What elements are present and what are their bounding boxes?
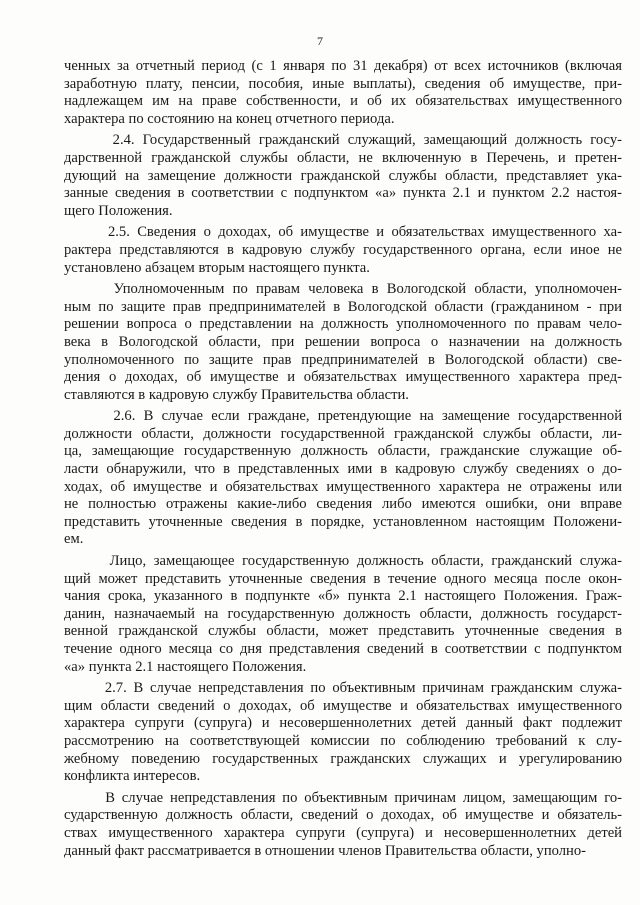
document-body xyxy=(64,58,622,860)
text-line: дарственной гражданской службы области, не включенную в Перечень, и претен- xyxy=(64,149,622,166)
text-line: рассмотрению на соответствующей комиссии по соблюдению требований к слу- xyxy=(64,732,622,749)
text-line: щий может представить уточненные сведения в течение одного месяца после окон- xyxy=(64,570,622,587)
text-line: дующий на замещение должности гражданской службы области, представляет ука- xyxy=(64,167,622,184)
paragraph-p-2-7-b xyxy=(64,790,622,860)
text-line: представить уточненные сведения в порядке, установленном настоящим Положени- xyxy=(64,513,622,530)
text-line: течение одного месяца со дня представления сведений в соответствии с подпунктом xyxy=(64,641,622,657)
text-line: ставляются в кадровую службу Правительства области. xyxy=(64,386,409,403)
text-line: ным по защите прав предпринимателей в Вологодской области (гражданином - при xyxy=(64,298,622,315)
page-number: 7 xyxy=(317,34,323,48)
text-line: чания срока, указанного в подпункте «б» пункта 2.1 настоящего Положения. Граж- xyxy=(64,588,622,605)
text-line: характера по состоянию на конец отчетного периода. xyxy=(64,110,395,127)
text-line: венной гражданской службы области, может представить уточненные сведения в xyxy=(64,623,622,640)
text-line: ходах, об имуществе и обязательствах имущественного характера не отражены или xyxy=(64,478,622,495)
paragraph-p-2-6-b xyxy=(64,553,622,676)
text-line: установлено абзацем вторым настоящего пункта. xyxy=(64,259,370,276)
text-line: щим области сведений о доходах, об имуществе и обязательствах имущественного xyxy=(64,697,622,714)
text-line: заработную плату, пенсии, пособия, иные выплаты), сведения об имуществе, при- xyxy=(64,75,622,92)
text-line: не полностью отражены какие-либо сведения либо имеются ошибки, они вправе xyxy=(64,496,622,513)
text-line: 2.6. В случае если граждане, претендующие на замещение государственной xyxy=(64,408,622,425)
paragraph-p-2-4 xyxy=(64,132,622,220)
text-line: Уполномоченным по правам человека в Вологодской области, уполномочен- xyxy=(64,281,622,298)
paragraph-p-2-5-b xyxy=(64,281,622,404)
text-line: жебному поведению государственных гражданских служащих и урегулированию xyxy=(64,750,622,767)
text-line: решении вопроса о представлении на должность уполномоченного по правам чело- xyxy=(64,316,622,333)
text-line: 2.5. Сведения о доходах, об имуществе и обязательствах имущественного ха- xyxy=(64,224,622,241)
paragraph-p-2-6 xyxy=(64,408,622,549)
text-line: В случае непредставления по объективным причинам лицом, замещающим го- xyxy=(64,789,622,806)
text-line: уполномоченного по защите прав предпринимателей в Вологодской области) све- xyxy=(64,351,622,368)
text-line: века в Вологодской области, при решении вопроса о назначении на должность xyxy=(64,333,622,350)
text-line: надлежащем им на праве собственности, и об их обязательствах имущественного xyxy=(64,93,622,110)
text-line: ем. xyxy=(64,531,84,548)
text-line: должности области, должности государственной гражданской службы области, ли- xyxy=(64,425,622,442)
text-line: данный факт рассматривается в отношении членов Правительства области, уполно- xyxy=(64,842,587,859)
text-line: сударственную должность области, сведений о доходах, об имуществе и обязатель- xyxy=(64,807,622,824)
text-line: характера супруги (супруга) и несовершеннолетних детей данный факт подлежит xyxy=(64,715,622,732)
text-line: «а» пункта 2.1 настоящего Положения. xyxy=(64,658,307,675)
text-line: дения о доходах, об имуществе и обязательствах имущественного характера пред- xyxy=(64,369,622,386)
text-line: ствах имущественного характера супруги (супруга) и несовершеннолетних детей xyxy=(64,824,622,841)
text-line: Лицо, замещающее государственную должность области, гражданский служа- xyxy=(64,553,622,570)
paragraph-p-2-5 xyxy=(64,224,622,277)
text-line: 2.7. В случае непредставления по объективным причинам гражданским служа- xyxy=(64,680,622,697)
text-line: щего Положения. xyxy=(64,202,173,219)
text-line: ца, замещающие государственную должность области, гражданские служащие об- xyxy=(64,443,622,460)
text-line: данин, назначаемый на государственную должность области, должность государст- xyxy=(64,605,622,622)
text-line: конфликта интересов. xyxy=(64,768,201,785)
paragraph-p-continuation xyxy=(64,58,622,128)
text-line: ласти обнаружили, что в представленных ими в кадровую службу сведениях о до- xyxy=(64,461,622,478)
text-line: ченных за отчетный период (с 1 января по 31 декабря) от всех источников (включая xyxy=(64,58,622,74)
text-line: 2.4. Государственный гражданский служащий, замещающий должность госу- xyxy=(64,132,622,149)
text-line: рактера представляются в кадровую службу государственного органа, если иное не xyxy=(64,241,622,258)
text-line: занные сведения в соответствии с подпунктом «а» пункта 2.1 и пунктом 2.2 настоя- xyxy=(64,185,622,202)
paragraph-p-2-7 xyxy=(64,680,622,786)
